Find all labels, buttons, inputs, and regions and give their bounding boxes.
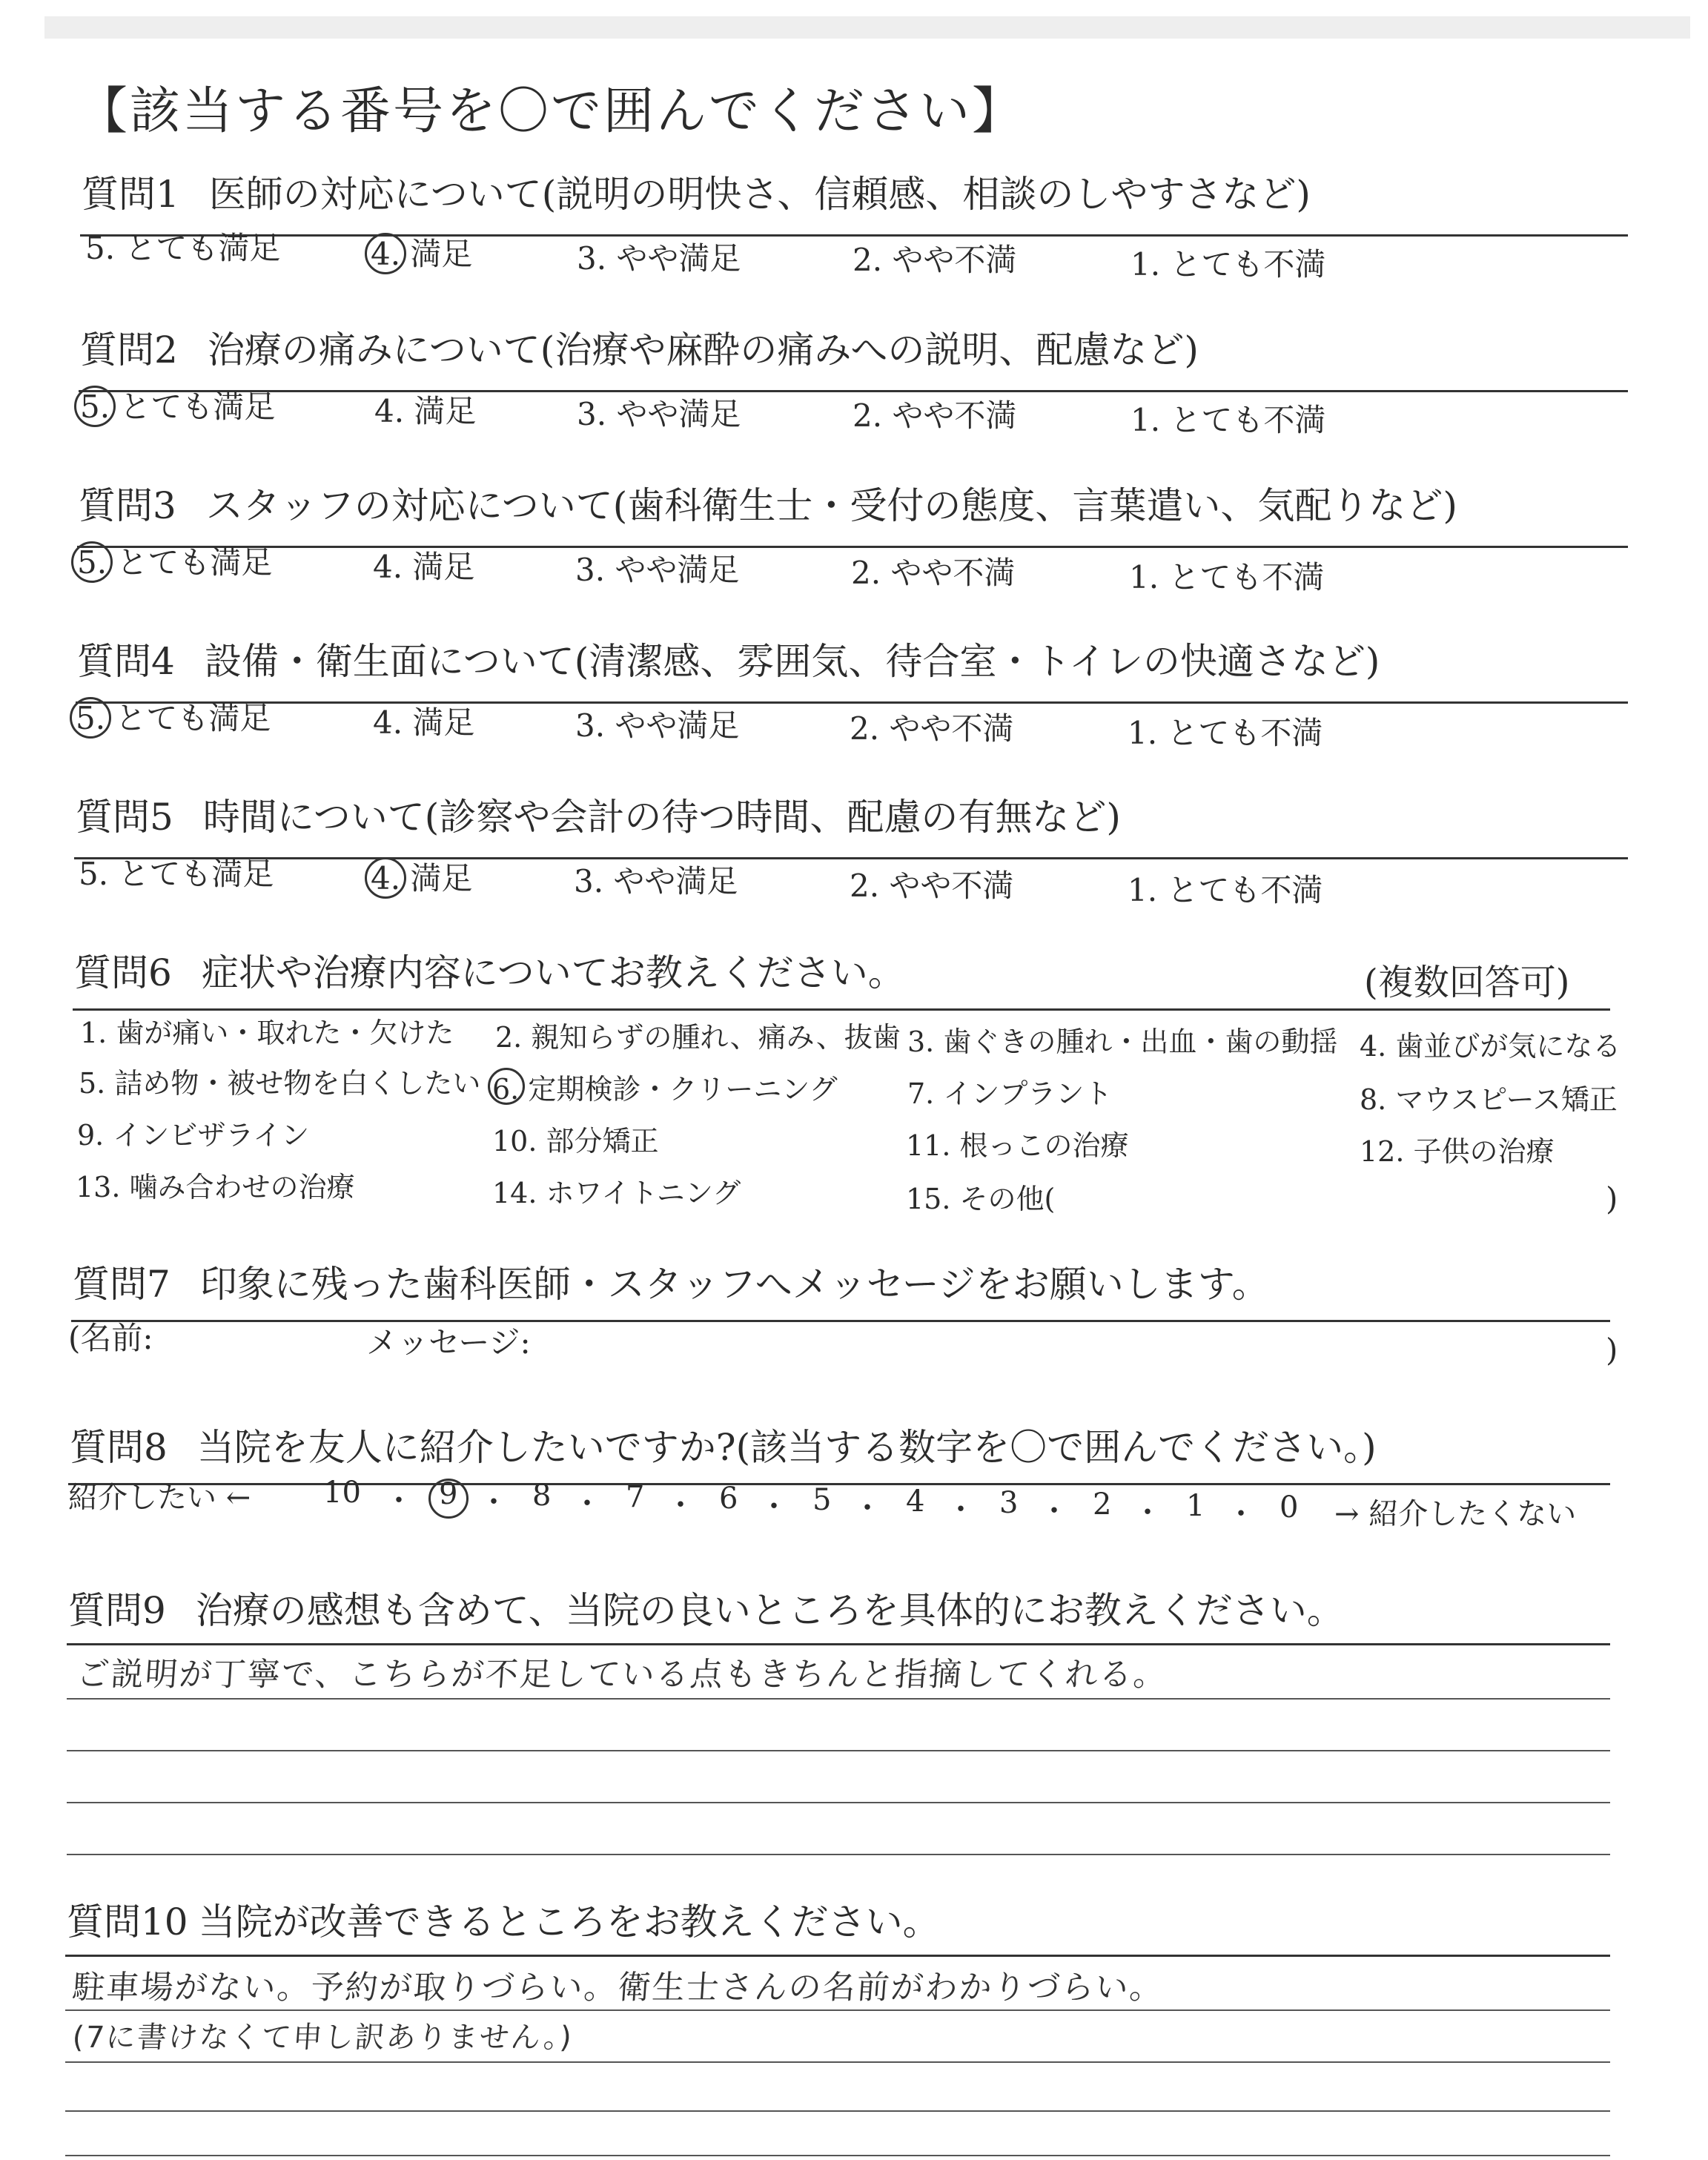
question-heading: [76, 787, 1121, 841]
scale-option-3[interactable]: 3: [999, 1486, 1019, 1520]
scale-option-6[interactable]: 6: [719, 1482, 738, 1516]
answer-line: [67, 1750, 1610, 1751]
rating-option-2[interactable]: 2. やや不満: [853, 242, 1017, 278]
question-text: 当院が改善できるところをお教えください。: [198, 1900, 940, 1943]
rating-option-2[interactable]: 2. やや不満: [850, 868, 1014, 904]
question-rule: [74, 857, 1628, 859]
scale-separator: ・: [1039, 1494, 1069, 1528]
scan-edge-band: [44, 16, 1690, 39]
answer-line: [67, 1698, 1610, 1700]
answer-line: [67, 1802, 1610, 1803]
scale-option-4[interactable]: 4: [906, 1484, 925, 1519]
rating-option-3[interactable]: 3. やや満足: [577, 240, 741, 277]
symptom-option-9[interactable]: 9. インビザライン: [77, 1119, 310, 1152]
answer-line: [65, 2155, 1610, 2156]
name-label: (名前:: [68, 1320, 153, 1356]
scale-option-5[interactable]: 5: [812, 1483, 832, 1517]
rating-option-4[interactable]: 4. 満足: [374, 393, 477, 429]
page-title: 【該当する番号を〇で囲んでください】: [77, 82, 1025, 141]
rating-option-5[interactable]: 5. とても満足: [85, 230, 281, 266]
recommend-right-label: → 紹介したくない: [1334, 1497, 1577, 1531]
question-heading: [73, 1255, 1269, 1308]
question-text: 治療の痛みについて(治療や麻酔の痛みへの説明、配慮など): [207, 328, 1199, 371]
rating-option-2[interactable]: 2. やや不満: [851, 555, 1016, 591]
question-number: 質問10: [67, 1900, 188, 1943]
rating-option-3[interactable]: 3. やや満足: [574, 863, 738, 899]
symptom-option-1[interactable]: 1. 歯が痛い・取れた・欠けた: [80, 1017, 454, 1049]
multiple-answer-note: (複数回答可): [1364, 962, 1570, 1003]
message-close-paren: ): [1606, 1332, 1618, 1368]
question-number: 質問8: [70, 1426, 168, 1469]
symptom-option-4[interactable]: 4. 歯並びが気になる: [1360, 1030, 1621, 1063]
question-text: 医師の対応について(説明の明快さ、信頼感、相談のしやすさなど): [208, 173, 1311, 216]
symptom-option-5[interactable]: 5. 詰め物・被せ物を白くしたい: [79, 1067, 481, 1100]
question-text: 症状や治療内容についてお教えください。: [201, 951, 905, 994]
other-close-paren: ): [1606, 1180, 1618, 1217]
question-heading: [82, 165, 1311, 218]
message-label: メッセージ:: [366, 1324, 531, 1361]
handwritten-answer-line: (7に書けなくて申し訳ありません。): [71, 2021, 575, 2055]
question-rule: [76, 701, 1628, 704]
scale-option-0[interactable]: 0: [1280, 1490, 1299, 1525]
answer-line: [65, 2110, 1610, 2112]
question-heading: [77, 632, 1380, 685]
scale-option-10[interactable]: 10: [323, 1476, 361, 1510]
question-heading: [67, 1892, 940, 1946]
question-text: 当院を友人に紹介したいですか?(該当する数字を〇で囲んでください。): [196, 1426, 1377, 1469]
symptom-option-12[interactable]: 12. 子供の治療: [1360, 1135, 1555, 1168]
question-text: スタッフの対応について(歯科衛生士・受付の態度、言葉遣い、気配りなど): [205, 484, 1457, 527]
symptom-option-14[interactable]: 14. ホワイトニング: [492, 1177, 741, 1209]
rating-option-5[interactable]: 5. とても満足: [79, 856, 274, 892]
symptom-option-10[interactable]: 10. 部分矯正: [492, 1125, 659, 1157]
scale-option-2[interactable]: 2: [1093, 1487, 1112, 1522]
question-rule: [71, 1320, 1610, 1322]
symptom-option-13[interactable]: 13. 噛み合わせの治療: [76, 1171, 355, 1203]
symptom-option-2[interactable]: 2. 親知らずの腫れ、痛み、抜歯: [495, 1021, 901, 1054]
answer-line: [65, 2061, 1610, 2063]
question-heading: [70, 1418, 1377, 1471]
rating-option-1[interactable]: 1. とても不満: [1129, 559, 1325, 595]
question-heading: [68, 1581, 1344, 1634]
symptom-option-3[interactable]: 3. 歯ぐきの腫れ・出血・歯の動揺: [907, 1025, 1338, 1058]
question-rule: [67, 1643, 1610, 1645]
scale-separator: ・: [853, 1491, 882, 1525]
handwritten-answer-line: 駐車場がない。予約が取りづらい。衛生士さんの名前がわかりづらい。: [70, 1969, 1165, 2007]
scale-separator: ・: [384, 1484, 414, 1518]
question-rule: [65, 1955, 1610, 1957]
rating-option-4[interactable]: 4. 満足: [371, 230, 472, 274]
scale-option-1[interactable]: 1: [1186, 1489, 1205, 1523]
rating-option-1[interactable]: 1. とても不満: [1131, 402, 1326, 438]
scale-separator: ・: [759, 1490, 789, 1524]
scale-option-9[interactable]: 9: [439, 1477, 458, 1511]
question-heading: [74, 943, 905, 997]
symptom-option-6[interactable]: 6. 定期検診・クリーニング: [492, 1066, 838, 1107]
rating-option-4[interactable]: 4. 満足: [373, 549, 475, 585]
question-rule: [77, 546, 1628, 548]
rating-option-1[interactable]: 1. とても不満: [1131, 246, 1326, 283]
rating-option-3[interactable]: 3. やや満足: [577, 396, 741, 432]
answer-line: [65, 2009, 1610, 2011]
rating-option-1[interactable]: 1. とても不満: [1128, 872, 1323, 908]
symptom-option-7[interactable]: 7. インプラント: [907, 1077, 1113, 1110]
question-text: 印象に残った歯科医師・スタッフへメッセージをお願いします。: [199, 1263, 1269, 1306]
question-number: 質問5: [76, 796, 173, 839]
scale-separator: ・: [946, 1493, 976, 1527]
rating-option-2[interactable]: 2. やや不満: [853, 397, 1017, 434]
rating-option-5[interactable]: 5. とても満足: [76, 694, 271, 739]
question-text: 治療の感想も含めて、当院の良いところを具体的にお教えください。: [195, 1589, 1344, 1632]
question-rule: [68, 1483, 1610, 1485]
question-text: 設備・衛生面について(清潔感、雰囲気、待合室・トイレの快適さなど): [204, 640, 1380, 683]
scale-separator: ・: [1226, 1497, 1256, 1531]
symptom-option-8[interactable]: 8. マウスピース矯正: [1360, 1083, 1618, 1116]
rating-option-1[interactable]: 1. とても不満: [1128, 715, 1323, 751]
recommend-left-label: 紹介したい ←: [68, 1481, 251, 1515]
handwritten-answer-line: ご説明が丁寧で、こちらが不足している点もきちんと指摘してくれる。: [75, 1656, 1169, 1694]
rating-option-4[interactable]: 4. 満足: [373, 704, 475, 741]
answer-line: [67, 1854, 1610, 1855]
scale-separator: ・: [1133, 1496, 1162, 1530]
scale-separator: ・: [479, 1485, 509, 1519]
question-number: 質問3: [79, 484, 176, 527]
question-text: 時間について(診察や会計の待つ時間、配慮の有無など): [202, 796, 1121, 839]
question-number: 質問9: [68, 1589, 166, 1632]
rating-option-3[interactable]: 3. やや満足: [575, 707, 740, 744]
scale-option-8[interactable]: 8: [532, 1479, 552, 1513]
rating-option-3[interactable]: 3. やや満足: [575, 552, 740, 588]
question-number: 質問2: [80, 328, 178, 371]
symptom-option-15[interactable]: 15. その他(: [906, 1183, 1056, 1215]
scale-option-7[interactable]: 7: [626, 1480, 645, 1514]
question-number: 質問6: [74, 951, 172, 994]
symptom-option-11[interactable]: 11. 根っこの治療: [906, 1129, 1129, 1162]
rating-option-5[interactable]: 5. とても満足: [77, 538, 272, 583]
question-number: 質問1: [82, 173, 179, 216]
question-heading: [79, 476, 1457, 529]
scale-separator: ・: [572, 1487, 602, 1521]
rating-option-4[interactable]: 4. 満足: [371, 854, 472, 899]
question-heading: [80, 320, 1199, 374]
rating-option-2[interactable]: 2. やや不満: [850, 710, 1014, 747]
scale-separator: ・: [666, 1488, 695, 1522]
rating-option-5[interactable]: 5. とても満足: [80, 383, 275, 427]
question-number: 質問7: [73, 1263, 171, 1306]
question-number: 質問4: [77, 640, 175, 683]
